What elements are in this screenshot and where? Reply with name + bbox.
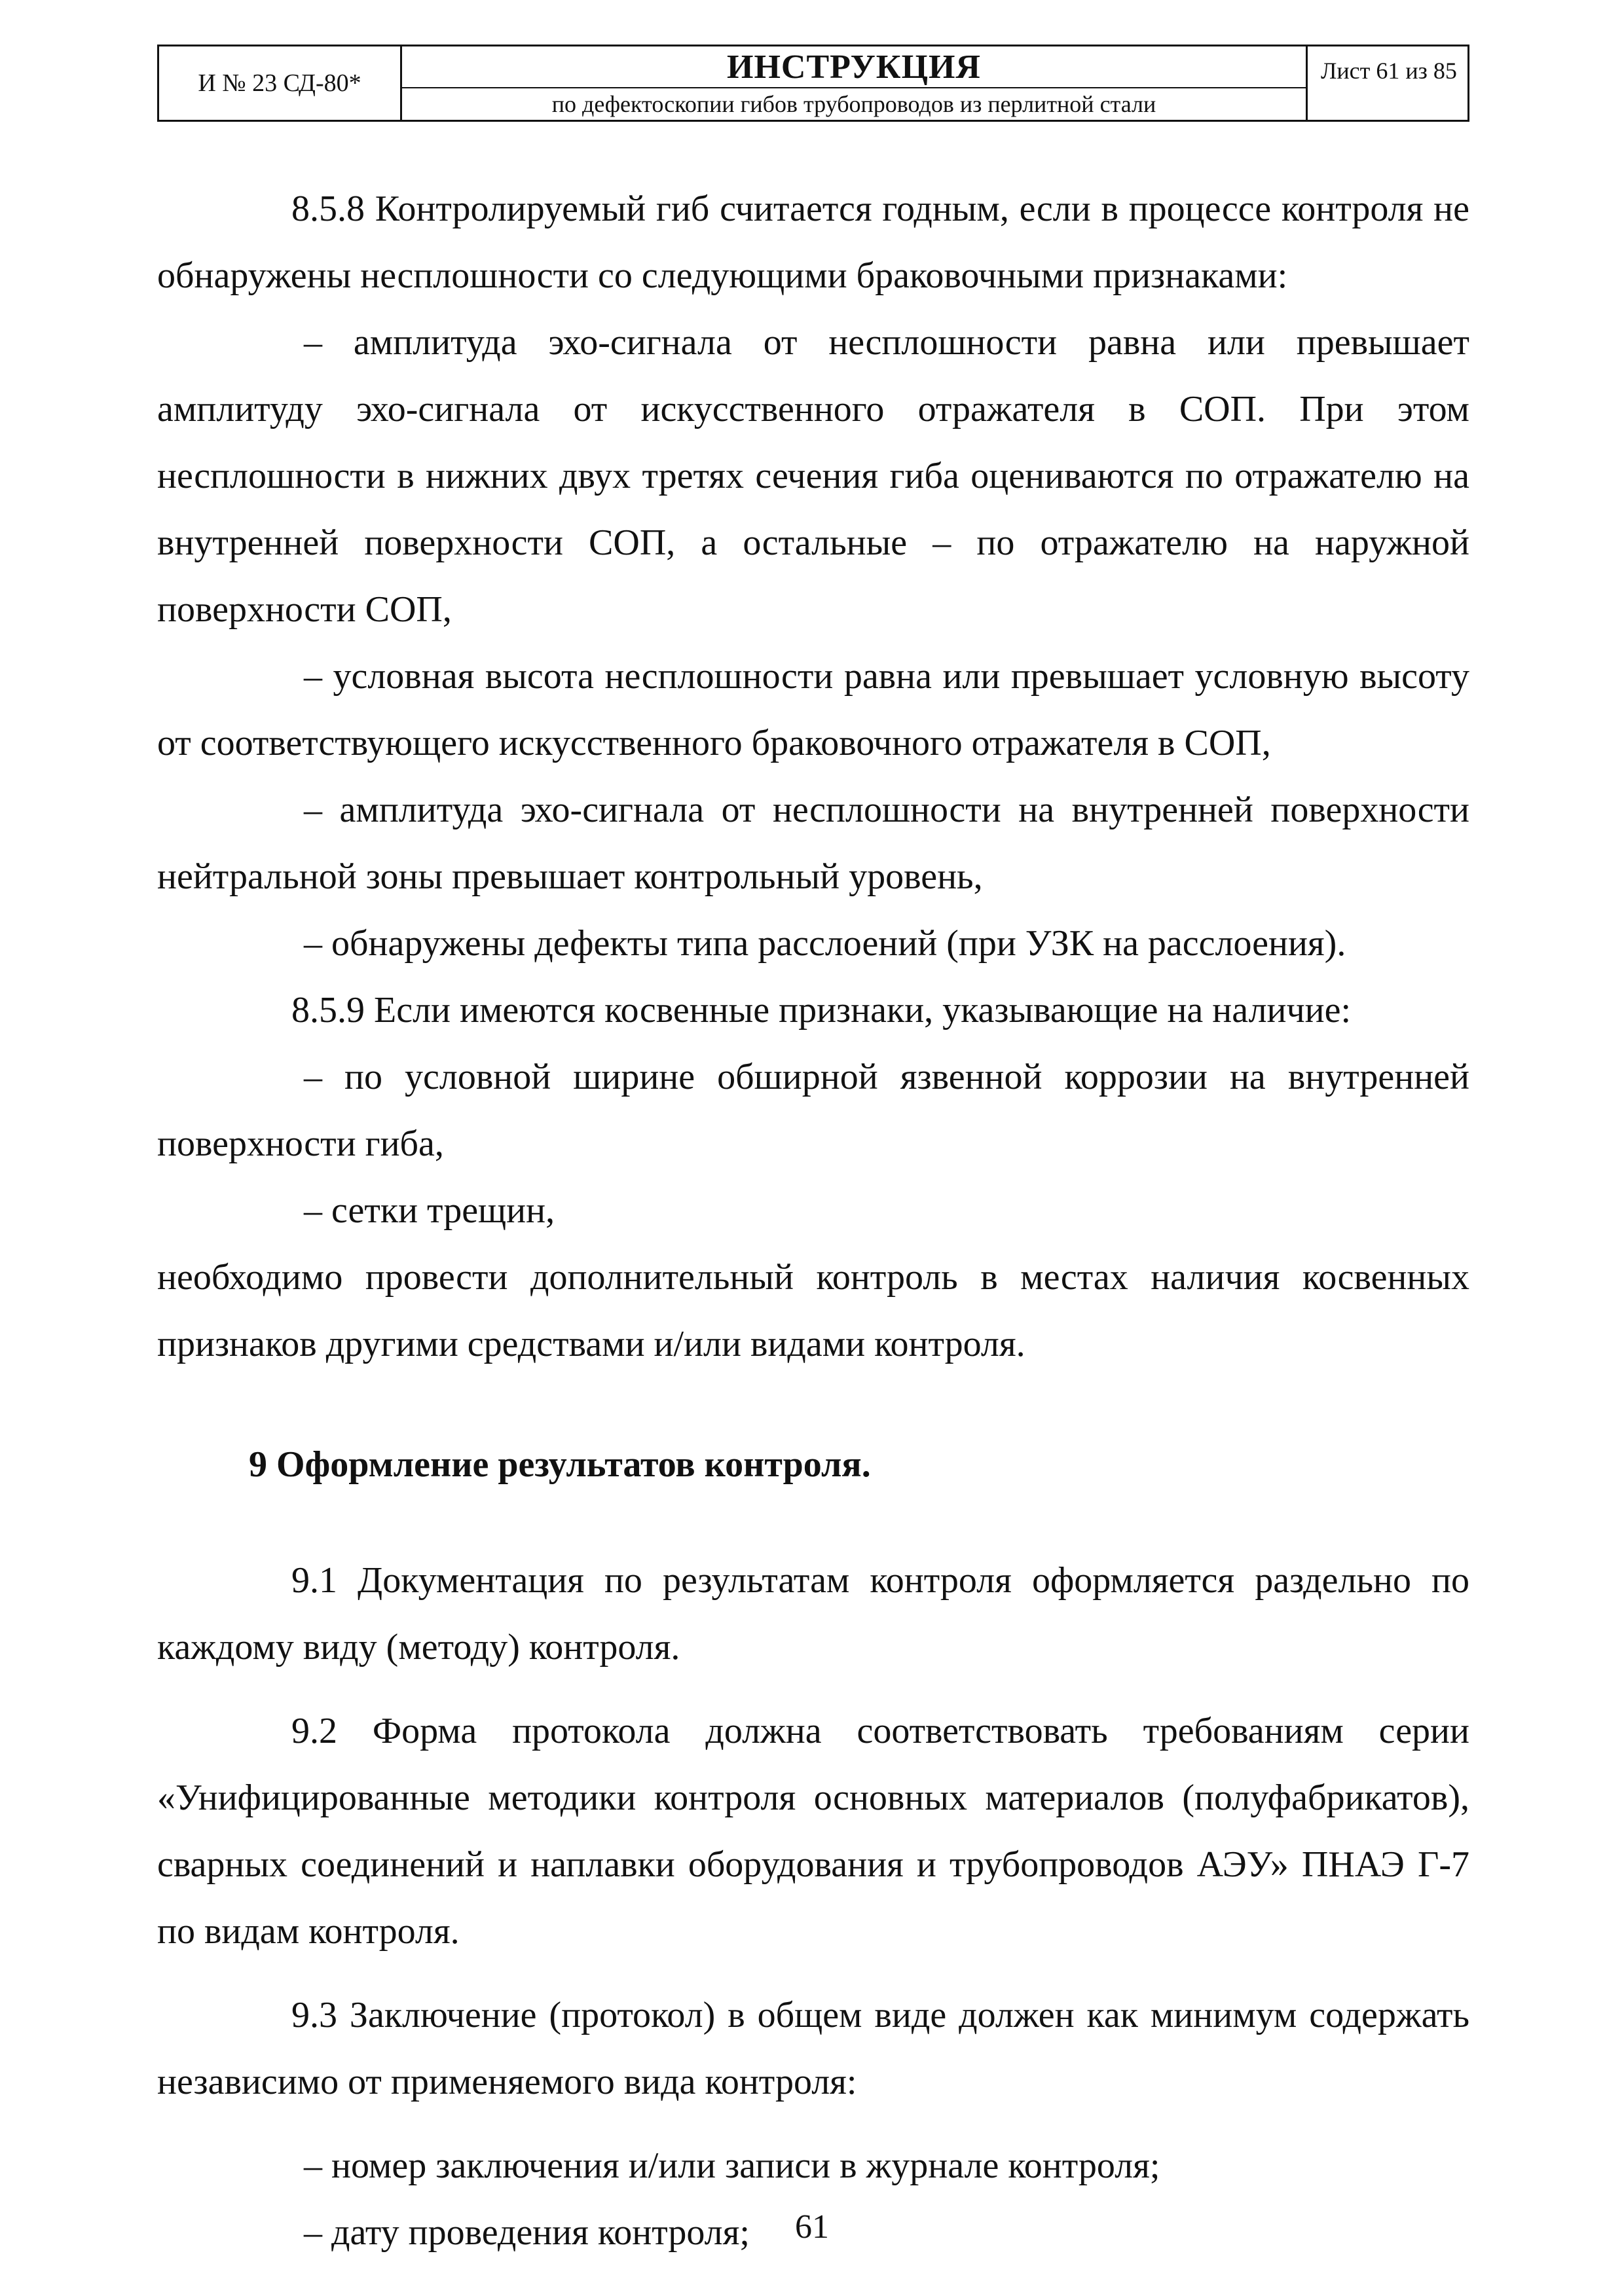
paragraph-continuation: необходимо провести дополнительный контроль в местах наличия косвенных признаков другими средствами и/или видами контроля.	[157, 1257, 1469, 1364]
document-body	[157, 175, 1469, 2266]
document-header	[157, 45, 1469, 122]
paragraph-8-5-9: 8.5.9 Если имеются косвенные признаки, указывающие на наличие:	[291, 990, 1352, 1030]
paragraph-9-1: 9.1 Документация по результатам контроля оформляется раздельно по каждому виду (методу) контроля.	[157, 1560, 1469, 1667]
sheet-counter: Лист 61 из 85	[1321, 58, 1457, 84]
list-item: – условная высота несплошности равна или превышает условную высоту от соответствующего искусственного браковочного отражателя в СОП,	[157, 656, 1469, 763]
doc-code: И № 23 СД-80*	[159, 46, 402, 120]
list-item: – дату проведения контроля;	[304, 2212, 750, 2253]
doc-title: ИНСТРУКЦИЯ	[402, 46, 1306, 88]
list-item: – обнаружены дефекты типа расслоений (при УЗК на расслоения).	[304, 923, 1346, 964]
list-item: – по условной ширине обширной язвенной коррозии на внутренней поверхности гиба,	[157, 1057, 1469, 1164]
list-item: – амплитуда эхо-сигнала от несплошности на внутренней поверхности нейтральной зоны превышает контрольный уровень,	[157, 790, 1469, 897]
section-heading-9: 9 Оформление результатов контроля.	[249, 1444, 871, 1485]
doc-subtitle: по дефектоскопии гибов трубопроводов из перлитной стали	[551, 91, 1156, 117]
header-title-block	[402, 46, 1308, 120]
list-item: – амплитуда эхо-сигнала от несплошности равна или превышает амплитуду эхо-сигнала от искусственного отражателя в СОП. При этом несплошности в нижних двух третях сечения гиба оцениваются по отражателю на внутренней поверхности СОП, а остальные – по отражателю на наружной поверхности СОП,	[157, 322, 1469, 630]
page-number: 61	[795, 2208, 829, 2246]
paragraph-9-2: 9.2 Форма протокола должна соответствовать требованиям серии «Унифицированные методики контроля основных материалов (полуфабрикатов), сварных соединений и наплавки оборудования и трубопроводов АЭУ» ПНАЭ Г-7 по видам контроля.	[157, 1711, 1469, 1952]
list-item: – номер заключения и/или записи в журнале контроля;	[304, 2145, 1160, 2186]
list-item: – сетки трещин,	[304, 1190, 555, 1231]
paragraph-8-5-8: 8.5.8 Контролируемый гиб считается годным, если в процессе контроля не обнаружены несплошности со следующими браковочными признаками:	[157, 189, 1469, 296]
paragraph-9-3: 9.3 Заключение (протокол) в общем виде должен как минимум содержать независимо от применяемого вида контроля:	[157, 1995, 1469, 2102]
